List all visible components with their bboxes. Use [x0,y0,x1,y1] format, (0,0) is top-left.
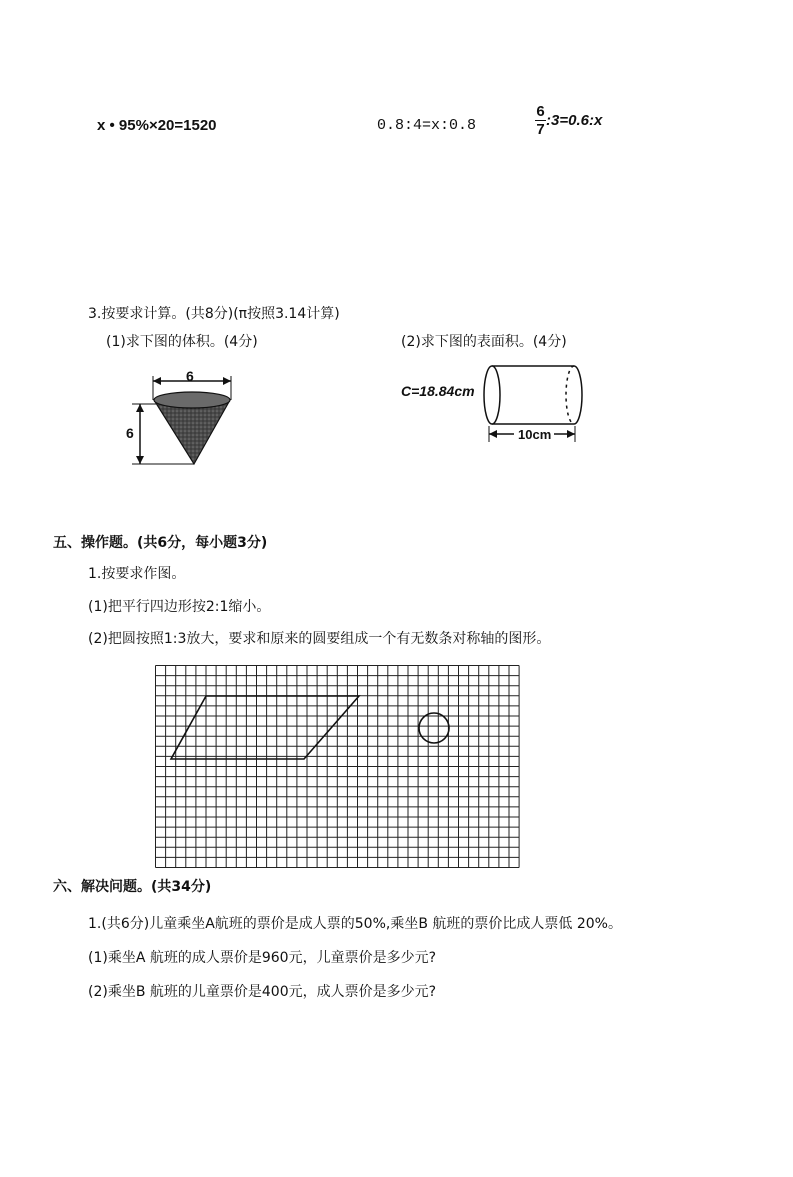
cylinder-left-end [484,366,500,424]
fraction-denominator: 7 [536,121,545,138]
section6-heading: 六、解决问题。(共34分) [53,879,212,895]
fraction-numerator: 6 [536,103,545,120]
section5-sub2: (2)把圆按照1:3放大，要求和原来的圆要组成一个有无数条对称轴的图形。 [88,631,551,647]
cone-height-label: 6 [126,425,134,441]
q3-sub2: (2)求下图的表面积。(4分) [401,334,567,350]
grid-circle [419,713,449,743]
cylinder-length-label: 10cm [518,427,552,442]
section6-sub2: (2)乘坐B 航班的儿童票价是400元，成人票价是多少元? [88,984,437,1000]
section5-sub1: (1)把平行四边形按2:1缩小。 [88,599,271,615]
section5-q1: 1.按要求作图。 [88,566,186,582]
equation-3 [535,104,602,137]
cone-base-ellipse [154,392,230,408]
cylinder-right-hidden-arc [566,366,574,424]
q3-sub1: (1)求下图的体积。(4分) [106,334,258,350]
cone-top-label: 6 [186,368,194,384]
equation-3-rest: :3=0.6:x [546,112,603,129]
fraction-six-sevenths [535,104,546,137]
section5-heading: 五、操作题。(共6分，每小题3分) [53,535,268,551]
equation-1: x • 95%×20=1520 [97,117,217,134]
cylinder-right-visible-arc [574,366,582,424]
section6-sub1: (1)乘坐A 航班的成人票价是960元，儿童票价是多少元? [88,950,437,966]
cone-body [154,400,230,464]
drawing-grid [154,664,522,872]
cylinder-circumference-label: C=18.84cm [401,383,475,399]
q3-title: 3.按要求计算。(共8分)(π按照3.14计算) [88,306,340,322]
equation-2: 0.8:4=x:0.8 [377,117,477,134]
section6-q1: 1.(共6分)儿童乘坐A航班的票价是成人票的50%,乘坐B 航班的票价比成人票低 20%。 [88,916,622,932]
cone-figure [120,362,245,472]
